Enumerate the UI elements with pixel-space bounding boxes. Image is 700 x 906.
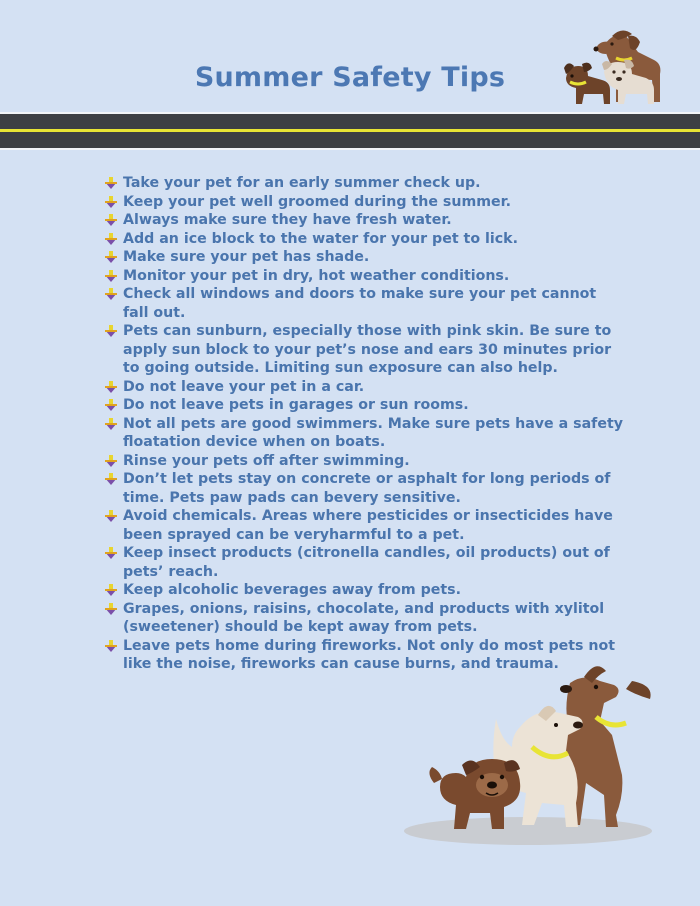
- tip-item: [104, 470, 624, 507]
- down-arrow-icon: [104, 418, 118, 431]
- road-divider: [0, 112, 700, 150]
- tip-text: Not all pets are good swimmers. Make sure pets have a safety floatation device when on boats.: [123, 415, 623, 450]
- down-arrow-icon: [104, 325, 118, 338]
- road-center-stripe: [0, 129, 700, 132]
- tips-list: [104, 174, 624, 674]
- tip-text: Monitor your pet in dry, hot weather conditions.: [123, 267, 510, 284]
- tip-item: [104, 193, 624, 212]
- down-arrow-icon: [104, 455, 118, 468]
- tip-item: [104, 581, 624, 600]
- down-arrow-icon: [104, 196, 118, 209]
- tip-item: [104, 285, 624, 322]
- down-arrow-icon: [104, 233, 118, 246]
- tip-text: Add an ice block to the water for your pet to lick.: [123, 230, 518, 247]
- tip-text: Keep your pet well groomed during the summer.: [123, 193, 512, 210]
- tip-item: [104, 230, 624, 249]
- tip-item: [104, 600, 624, 637]
- tip-text: Do not leave your pet in a car.: [123, 378, 365, 395]
- tip-item: [104, 378, 624, 397]
- tip-item: [104, 396, 624, 415]
- down-arrow-icon: [104, 399, 118, 412]
- tip-text: Grapes, onions, raisins, chocolate, and products with xylitol (sweetener) should be kept away from pets.: [123, 600, 605, 635]
- tip-text: Take your pet for an early summer check up.: [123, 175, 481, 191]
- tip-text: Pets can sunburn, especially those with pink skin. Be sure to apply sun block to your pet’s nose and ears 30 minutes prior to going outside. Limiting sun exposure can also help.: [123, 323, 612, 376]
- tip-text: Leave pets home during fireworks. Not only do most pets not like the noise, fireworks can cause burns, and trauma.: [123, 637, 616, 672]
- tip-item: [104, 267, 624, 286]
- tip-text: Make sure your pet has shade.: [123, 249, 370, 265]
- down-arrow-icon: [104, 270, 118, 283]
- tip-text: Do not leave pets in garages or sun rooms.: [123, 397, 469, 413]
- tip-text: Always make sure they have fresh water.: [123, 212, 452, 228]
- down-arrow-icon: [104, 177, 118, 190]
- tip-text: Rinse your pets off after swimming.: [123, 452, 410, 469]
- tip-text: Keep alcoholic beverages away from pets.: [123, 582, 462, 598]
- tip-item: [104, 415, 624, 452]
- tip-item: [104, 452, 624, 471]
- down-arrow-icon: [104, 510, 118, 523]
- down-arrow-icon: [104, 214, 118, 227]
- tip-item: [104, 322, 624, 378]
- down-arrow-icon: [104, 640, 118, 653]
- down-arrow-icon: [104, 381, 118, 394]
- tip-text: Avoid chemicals. Areas where pesticides or insecticides have been sprayed can be veryharmful to a pet.: [123, 508, 613, 543]
- down-arrow-icon: [104, 584, 118, 597]
- tip-text: Check all windows and doors to make sure your pet cannot fall out.: [123, 286, 597, 321]
- page-title: Summer Safety Tips: [194, 62, 506, 93]
- down-arrow-icon: [104, 603, 118, 616]
- tip-item: [104, 174, 624, 193]
- tip-item: [104, 507, 624, 544]
- tip-item: [104, 544, 624, 581]
- down-arrow-icon: [104, 288, 118, 301]
- dogs-illustration-bottom: [400, 655, 660, 850]
- down-arrow-icon: [104, 473, 118, 486]
- down-arrow-icon: [104, 251, 118, 264]
- tip-text: Don’t let pets stay on concrete or asphalt for long periods of time. Pets paw pads can bevery sensitive.: [123, 471, 611, 506]
- down-arrow-icon: [104, 547, 118, 560]
- tip-text: Keep insect products (citronella candles, oil products) out of pets’ reach.: [123, 545, 610, 580]
- tip-item: [104, 248, 624, 267]
- tip-item: [104, 211, 624, 230]
